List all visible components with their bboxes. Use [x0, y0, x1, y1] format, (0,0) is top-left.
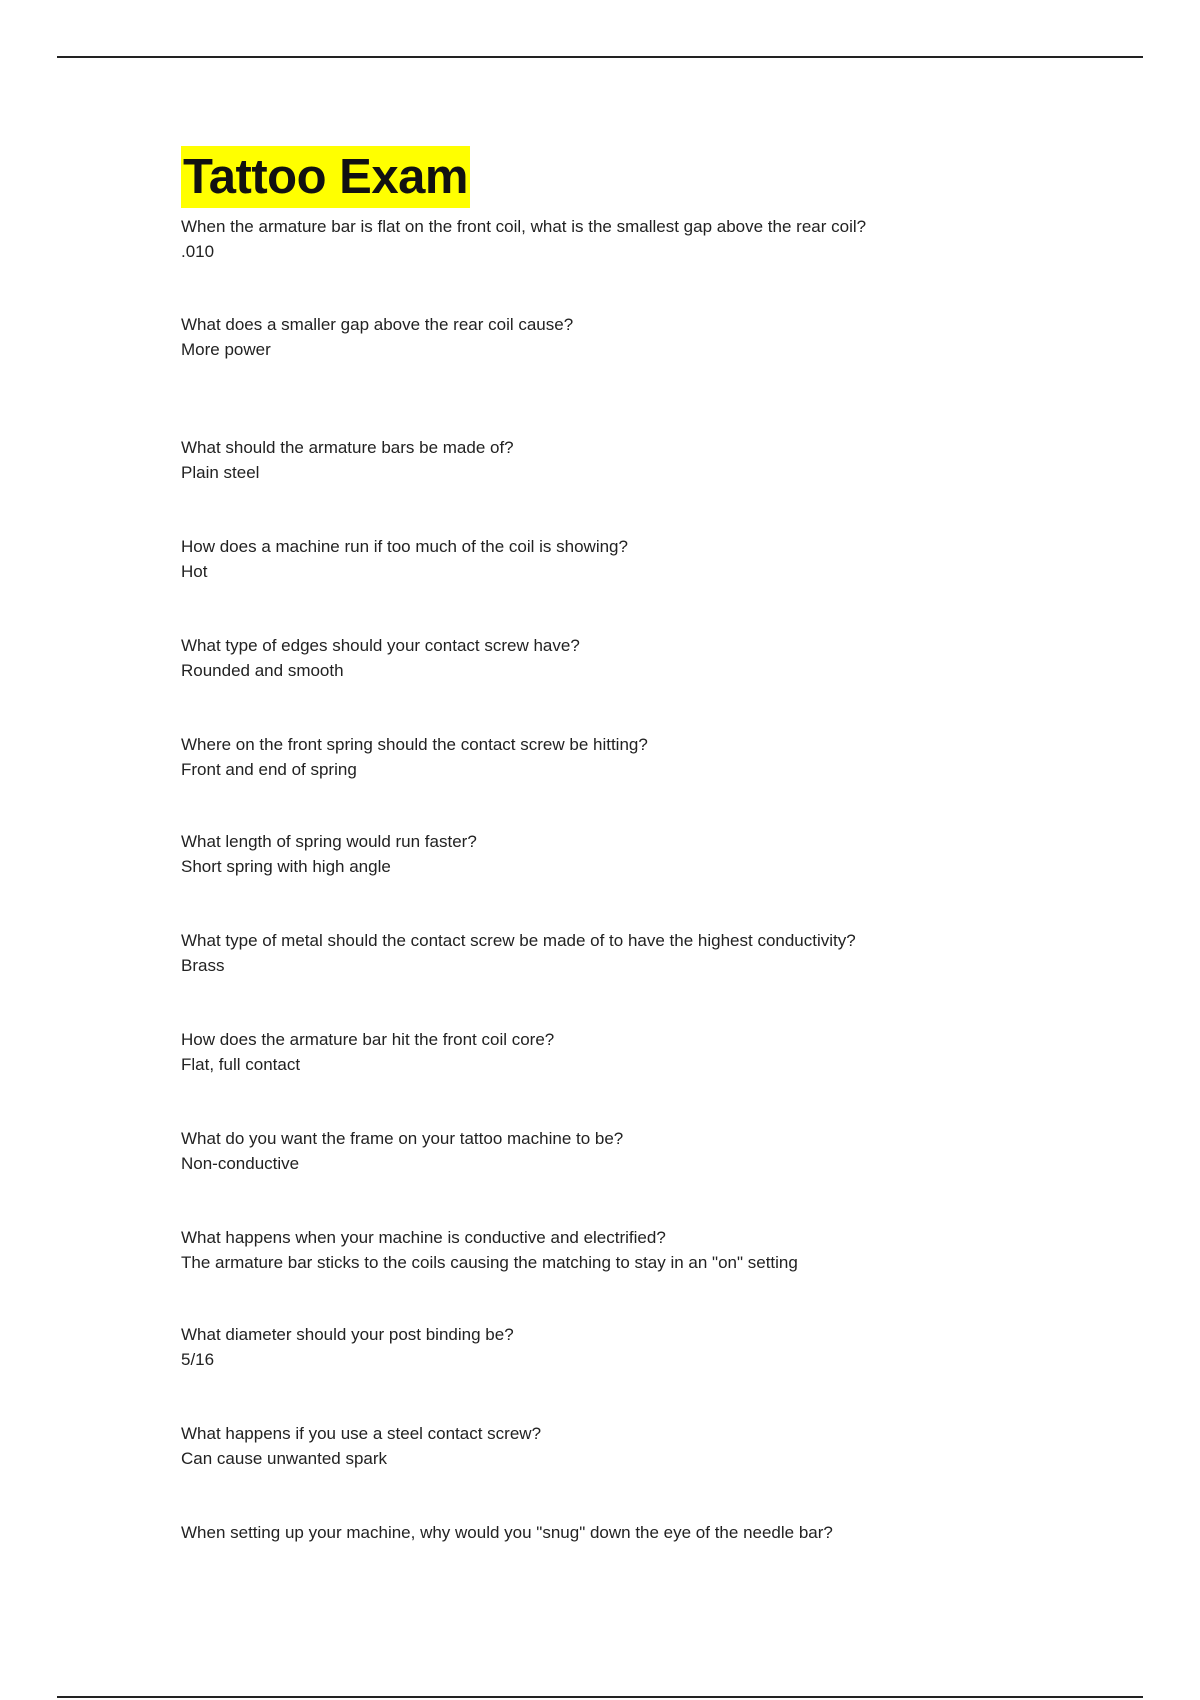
qa-item-12: [181, 1322, 514, 1372]
question: What type of metal should the contact screw be made of to have the highest conductivity?: [181, 931, 856, 950]
question: What should the armature bars be made of?: [181, 438, 514, 457]
page-title: Tattoo Exam: [181, 146, 470, 208]
qa-item-14: [181, 1520, 833, 1545]
answer: Brass: [181, 956, 225, 975]
question: When setting up your machine, why would you "snug" down the eye of the needle bar?: [181, 1523, 833, 1542]
question: When the armature bar is flat on the front coil, what is the smallest gap above the rear coil?: [181, 217, 867, 236]
top-rule: [57, 56, 1143, 58]
answer: The armature bar sticks to the coils causing the matching to stay in an "on" setting: [181, 1253, 798, 1272]
qa-item-1: [181, 214, 866, 264]
answer: Short spring with high angle: [181, 857, 391, 876]
qa-item-4: [181, 534, 628, 584]
question: Where on the front spring should the contact screw be hitting?: [181, 735, 648, 754]
answer: Front and end of spring: [181, 760, 357, 779]
question: What do you want the frame on your tattoo machine to be?: [181, 1129, 624, 1148]
qa-item-13: [181, 1421, 541, 1471]
document-body: [181, 146, 1081, 1542]
question: How does the armature bar hit the front coil core?: [181, 1030, 555, 1049]
qa-item-8: [181, 928, 856, 978]
question: What happens if you use a steel contact screw?: [181, 1424, 542, 1443]
answer: 5/16: [181, 1350, 215, 1369]
question: What diameter should your post binding be?: [181, 1325, 514, 1344]
qa-item-2: [181, 312, 573, 362]
question: What length of spring would run faster?: [181, 832, 477, 851]
qa-item-6: [181, 732, 648, 782]
question: How does a machine run if too much of the coil is showing?: [181, 537, 628, 556]
qa-item-7: [181, 829, 477, 879]
answer: Hot: [181, 562, 208, 581]
answer: Rounded and smooth: [181, 661, 344, 680]
bottom-rule: [57, 1696, 1143, 1698]
answer: Non-conductive: [181, 1154, 300, 1173]
qa-item-3: [181, 435, 514, 485]
answer: More power: [181, 340, 271, 359]
answer: Can cause unwanted spark: [181, 1449, 388, 1468]
qa-item-10: [181, 1126, 623, 1176]
question: What does a smaller gap above the rear coil cause?: [181, 315, 574, 334]
question: What type of edges should your contact screw have?: [181, 636, 580, 655]
qa-item-11: [181, 1225, 798, 1275]
qa-item-5: [181, 633, 580, 683]
answer: .010: [181, 242, 215, 261]
answer: Flat, full contact: [181, 1055, 301, 1074]
qa-item-9: [181, 1027, 554, 1077]
question: What happens when your machine is conductive and electrified?: [181, 1228, 666, 1247]
answer: Plain steel: [181, 463, 260, 482]
